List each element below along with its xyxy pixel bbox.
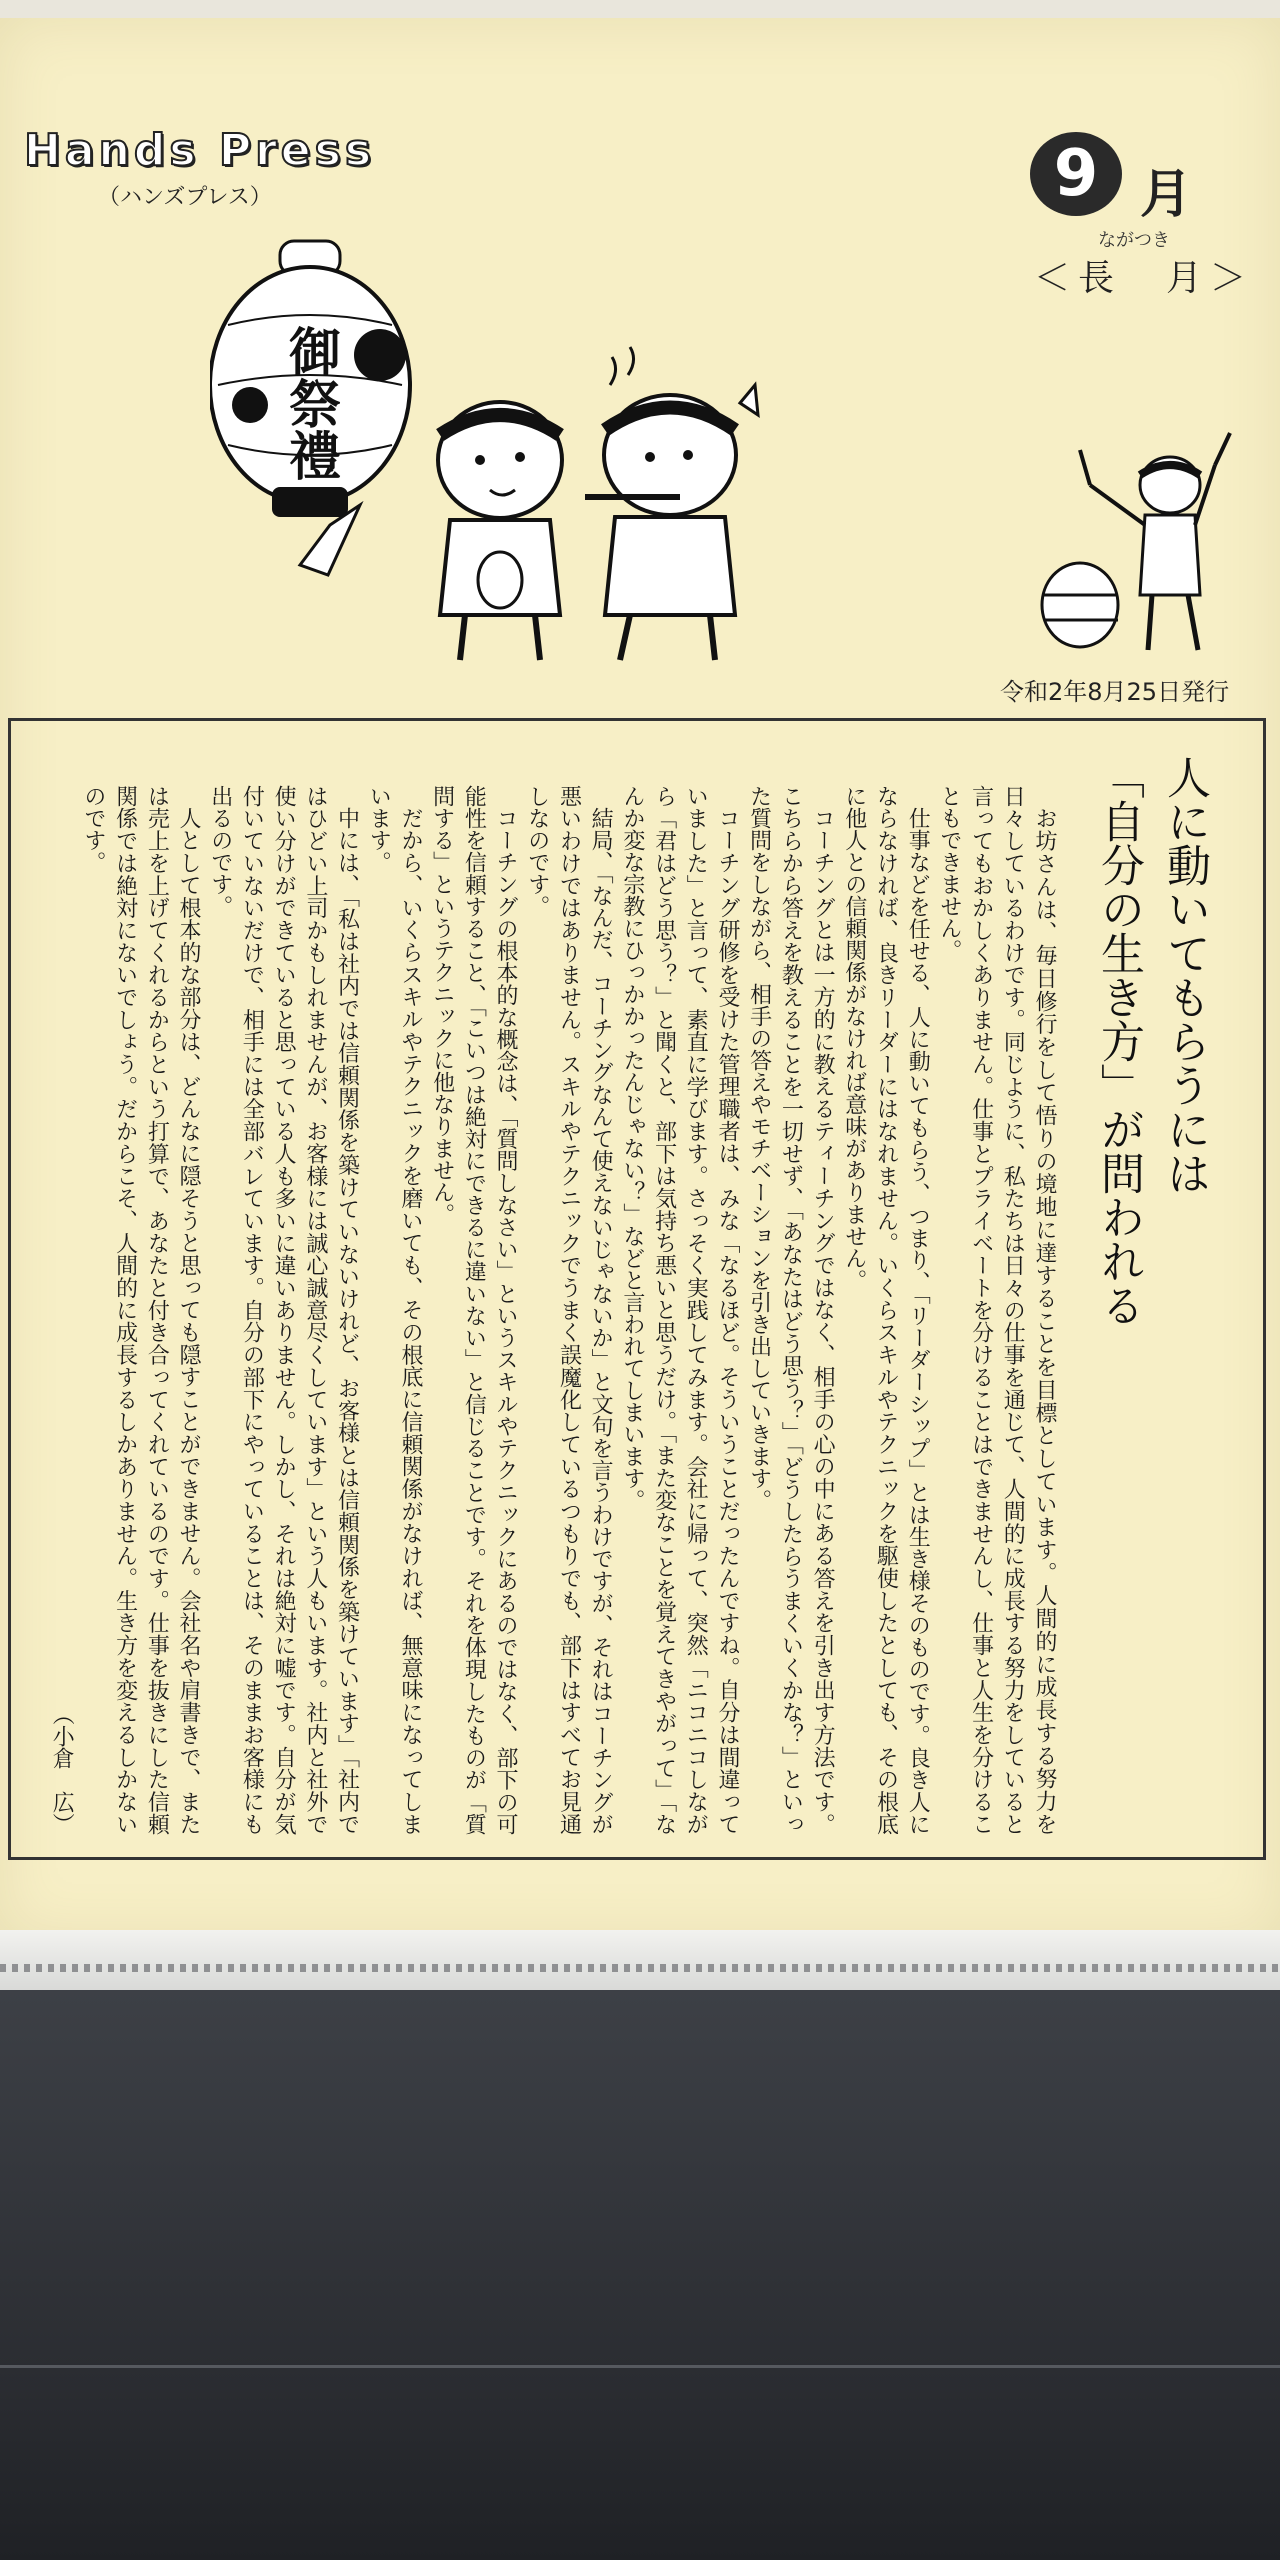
- festival-illustration: [210, 235, 770, 675]
- article-body: [30, 785, 1060, 1835]
- desk-edge: [0, 2365, 1280, 2368]
- festival-boys-icon: [438, 347, 758, 660]
- paragraph: 結局、「なんだ、コーチングなんて使えないじゃないか」と文句を言うわけですが、それはコーチングが悪いわけではありません。スキルやテクニックでうまく誤魔化しているつもりでも、部下はすべてお見通しなのです。: [524, 785, 614, 1835]
- month-reading: ながつき: [1098, 230, 1170, 251]
- issue-date: 令和2年8月25日発行: [1000, 678, 1230, 706]
- paragraph: 仕事などを任せる、人に動いてもらう、つまり、「リーダーシップ」とは生き様そのものです。良き人にならなければ、良きリーダーにはなれません。いくらスキルやテクニックを駆使したとしても、その根底に他人との信頼関係がなければ意味がありません。: [841, 785, 931, 1835]
- festival-lantern-icon: [210, 241, 410, 575]
- plastic-sleeve-edge: [0, 1930, 1280, 1992]
- drummer-boy-icon: [1040, 425, 1240, 665]
- paragraph: お坊さんは、毎日修行をして悟りの境地に達することを目標としています。人間的に成長する努力を日々しているわけです。同じように、私たちは日々の仕事を通じて、人間的に成長する努力をしていると言ってもおかしくありません。仕事とプライベートを分けることはできませんし、仕事と人生を分けることもできません。: [936, 785, 1057, 1835]
- month-label: 月: [1140, 165, 1193, 225]
- masthead-title: Hands Press: [24, 125, 376, 176]
- desk-background: [0, 1990, 1280, 2560]
- paragraph: 人として根本的な部分は、どんなに隠そうと思っても隠すことができません。会社名や肩書きで、または売上を上げてくれるからという打算で、あなたと付き合ってくれているのです。仕事を抜きにした信頼関係では絶対にないでしょう。だからこそ、人間的に成長するしかありません。生き方を変えるしかないのです。: [80, 785, 202, 1835]
- paragraph: だから、いくらスキルやテクニックを磨いても、その根底に信頼関係がなければ、無意味になってしまいます。: [366, 785, 423, 1835]
- headline-line-1: 人に動いてもらうには: [1159, 755, 1210, 1195]
- headline-line-2: 「自分の生き方」が問われる: [1093, 755, 1144, 1327]
- masthead-reading: （ハンズプレス）: [98, 185, 272, 210]
- article-author: （小倉 広）: [49, 1703, 75, 1835]
- lantern-text: 御祭禮: [279, 325, 341, 481]
- month-number-badge: 9: [1030, 132, 1122, 216]
- article-headline: [1085, 755, 1217, 1327]
- paragraph: コーチングとは一方的に教えるティーチングではなく、相手の心の中にある答えを引き出す方法です。こちらから答えを教えることを一切せず、「あなたはどう思う？」「どうしたらうまくいくかな？」といった質問をしながら、相手の答えやモチベーションを引き出していきます。: [746, 785, 836, 1835]
- paragraph: コーチングの根本的な概念は、「質問しなさい」というスキルやテクニックにあるのではなく、部下の可能性を信頼すること、「こいつは絶対にできるに違いない」と信じることです。それを体現したものが「質問する」というテクニックに他なりません。: [429, 785, 519, 1835]
- month-name: ＜長 月＞: [1034, 258, 1255, 299]
- paragraph: 中には、「私は社内では信頼関係を築けていないけれど、お客様とは信頼関係を築けています」「社内ではひどい上司かもしれませんが、お客様には誠心誠意尽くしています」という人もいます。社内と社外で使い分けができていると思っている人も多いに違いありません。しかし、それは絶対に嘘です。自分が気付いていないだけで、相手には全部バレています。自分の部下にやっていることは、そのままお客様にも出るのです。: [207, 785, 360, 1835]
- paragraph: コーチング研修を受けた管理職者は、みな「なるほど。そういうことだったんですね。自分は間違っていました」と言って、素直に学びます。さっそく実践してみます。会社に帰って、突然「ニコニコしながら「君はどう思う？」と聞くと、部下は気持ち悪いと思うだけ。「また変なことを覚えてきやがって」「なんか変な宗教にひっかかったんじゃない？」などと言われてしまいます。: [619, 785, 740, 1835]
